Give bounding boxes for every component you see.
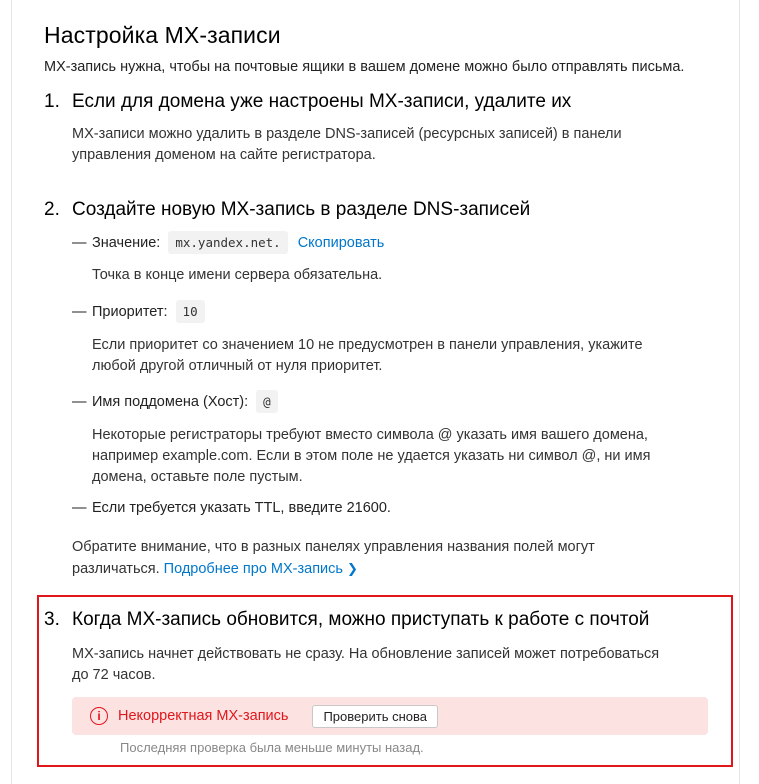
step-1-text-line-1: MX-записи можно удалить в разделе DNS-записей (ресурсных записей) в панели [72,126,622,142]
step-1-text [72,124,622,166]
value-row [72,231,384,254]
step-3-text [72,644,659,686]
priority-code[interactable]: 10 [176,300,205,323]
step-3-text-line-1: MX-запись начнет действовать не сразу. На обновление записей может потребоваться [72,646,660,662]
step-2-heading [44,199,530,221]
priority-note-line-1: Если приоритет со значением 10 не предусмотрен в панели управления, укажите [92,337,643,353]
priority-dash: — [72,303,87,320]
step-3-heading [44,609,649,631]
error-info-icon: i [90,707,108,725]
host-row [72,390,278,413]
host-note-line-1: Некоторые регистраторы требуют вместо символа @ указать имя вашего домена, [92,427,648,443]
mx-error-alert [72,697,708,735]
step-1-text-line-2: управления доменом на сайте регистратора. [72,147,376,163]
fields-note-line-2 [72,558,595,580]
step-1-title: Если для домена уже настроены MX-записи, удалите их [72,91,572,112]
host-note-line-3: домена, оставьте поле пустым. [92,469,303,485]
page-subtitle: MX-запись нужна, чтобы на почтовые ящики в вашем домене можно было отправлять письма. [44,59,685,75]
recheck-button[interactable]: Проверить снова [312,705,438,728]
fields-note-line-1: Обратите внимание, что в разных панелях управления названия полей могут [72,539,595,555]
copy-link[interactable]: Скопировать [297,234,385,251]
more-about-mx-link[interactable] [164,561,358,577]
priority-label: Приоритет: [92,303,168,320]
ttl-dash: — [72,500,87,516]
host-label: Имя поддомена (Хост): [92,393,249,410]
value-note: Точка в конце имени сервера обязательна. [92,267,383,283]
step-3-number: 3. [44,609,60,630]
chevron-right-icon: ❯ [346,561,358,576]
last-check-status: Последняя проверка была меньше минуты назад. [120,740,424,755]
step-1-heading [44,91,571,113]
step-2-title: Создайте новую MX-запись в разделе DNS-записей [72,199,531,220]
value-label: Значение: [92,234,161,251]
more-about-mx-link-label: Подробнее про MX-запись [163,561,343,577]
step-2-number: 2. [44,199,60,220]
ttl-label: Если требуется указать TTL, введите 21600. [92,500,391,516]
page-title: Настройка MX-записи [44,22,281,48]
priority-note [92,335,643,377]
host-note-line-2: например example.com. Если в этом поле не удается указать ни символ @, ни имя [92,448,651,464]
host-dash: — [72,393,87,410]
alert-text: Некорректная MX-запись [118,708,289,724]
value-code[interactable]: mx.yandex.net. [168,231,287,254]
fields-note [72,537,595,580]
step-3-text-line-2: до 72 часов. [72,667,156,683]
ttl-row [72,500,391,516]
step-3-title: Когда MX-запись обновится, можно приступать к работе с почтой [72,609,650,630]
host-code[interactable]: @ [256,390,278,413]
priority-note-line-2: любой другой отличный от нуля приоритет. [92,358,383,374]
value-dash: — [72,234,87,251]
step-1-number: 1. [44,91,60,112]
priority-row [72,300,205,323]
host-note [92,425,650,488]
fields-note-text: различаться. [72,561,160,577]
